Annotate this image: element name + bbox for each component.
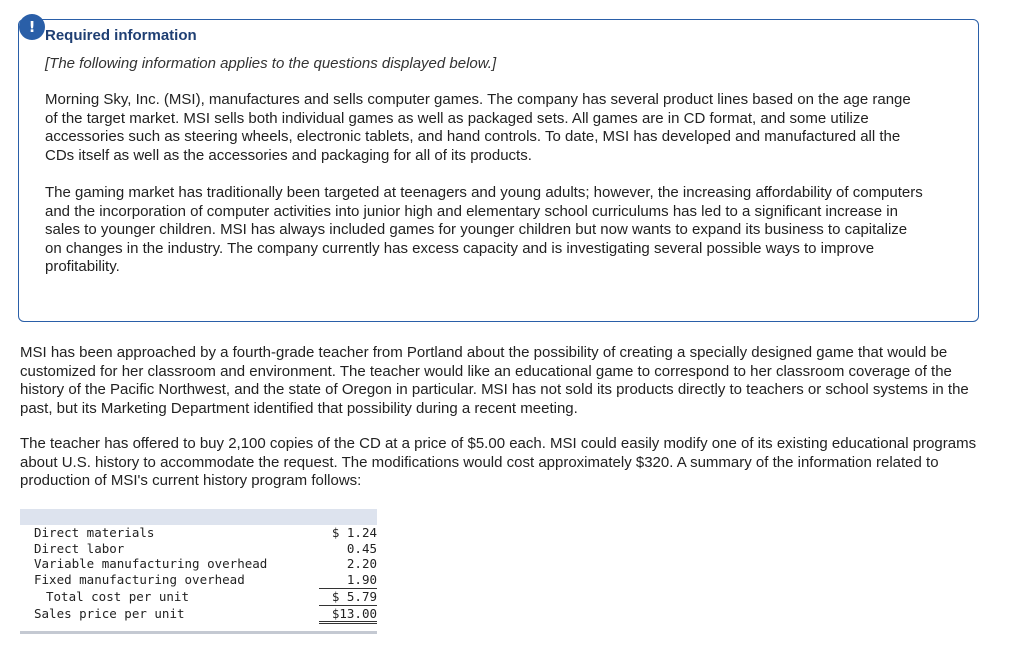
info-title: Required information [45, 27, 197, 44]
row-value: 0.45 [346, 540, 377, 556]
row-value: $13.00 [319, 605, 377, 623]
row-value: 1.90 [319, 572, 377, 588]
scenario-paragraph: MSI has been approached by a fourth-grade teacher from Portland about the possibility of creating a specially designed game that would be customized for her classroom and environment. The teacher would like an educational game to correspond to her classroom coverage of the history of the Pacific Northwest, and the state of Oregon in particular. MSI has not sold its products directly to teachers or school systems in the past, but its Marketing Department identified that possibility during a recent meeting. [20, 344, 969, 417]
row-label: Direct labor [34, 540, 125, 556]
exclamation-icon: ! [19, 14, 45, 40]
info-paragraph: The gaming market has traditionally been targeted at teenagers and young adults; however, the increasing affordability of computers and the incorporation of computer activities into junior high and elementary school curriculums has led to a significant increase in sales to younger children. MSI has always included games for younger children but now wants to expand its business to capitalize on changes in the industry. The company currently has excess capacity and is investigating several possible ways to improve profitability. [45, 184, 923, 275]
table-row-total [20, 588, 377, 605]
cost-summary-table [20, 509, 377, 624]
row-value: $ 5.79 [319, 588, 377, 605]
table-row [20, 525, 377, 541]
table-row [20, 541, 377, 557]
row-value: 2.20 [346, 556, 377, 572]
row-label: Sales price per unit [34, 606, 185, 622]
scenario-paragraph: The teacher has offered to buy 2,100 copies of the CD at a price of $5.00 each. MSI could easily modify one of its existing educational programs about U.S. history to accommodate the request. The modifications would cost approximately $320. A summary of the information related to production of MSI's current history program follows: [20, 435, 977, 489]
row-label: Variable manufacturing overhead [34, 556, 268, 572]
table-bottom-rule [20, 631, 377, 634]
info-subtitle: [The following information applies to the questions displayed below.] [45, 55, 497, 72]
table-row [20, 572, 377, 588]
row-label: Direct materials [34, 525, 155, 540]
row-label: Fixed manufacturing overhead [34, 572, 245, 588]
table-row [20, 556, 377, 572]
row-value: $ 1.24 [331, 525, 377, 540]
table-header-row [20, 509, 377, 525]
row-label: Total cost per unit [46, 588, 189, 604]
table-row [20, 605, 377, 623]
info-paragraph: Morning Sky, Inc. (MSI), manufactures and sells computer games. The company has several product lines based on the age range of the target market. MSI sells both individual games as well as packaged sets. All games are in CD format, and some utilize accessories such as steering wheels, electronic tablets, and hand controls. To date, MSI has developed and manufactured all the CDs itself as well as the accessories and packaging for all of its products. [45, 91, 911, 164]
